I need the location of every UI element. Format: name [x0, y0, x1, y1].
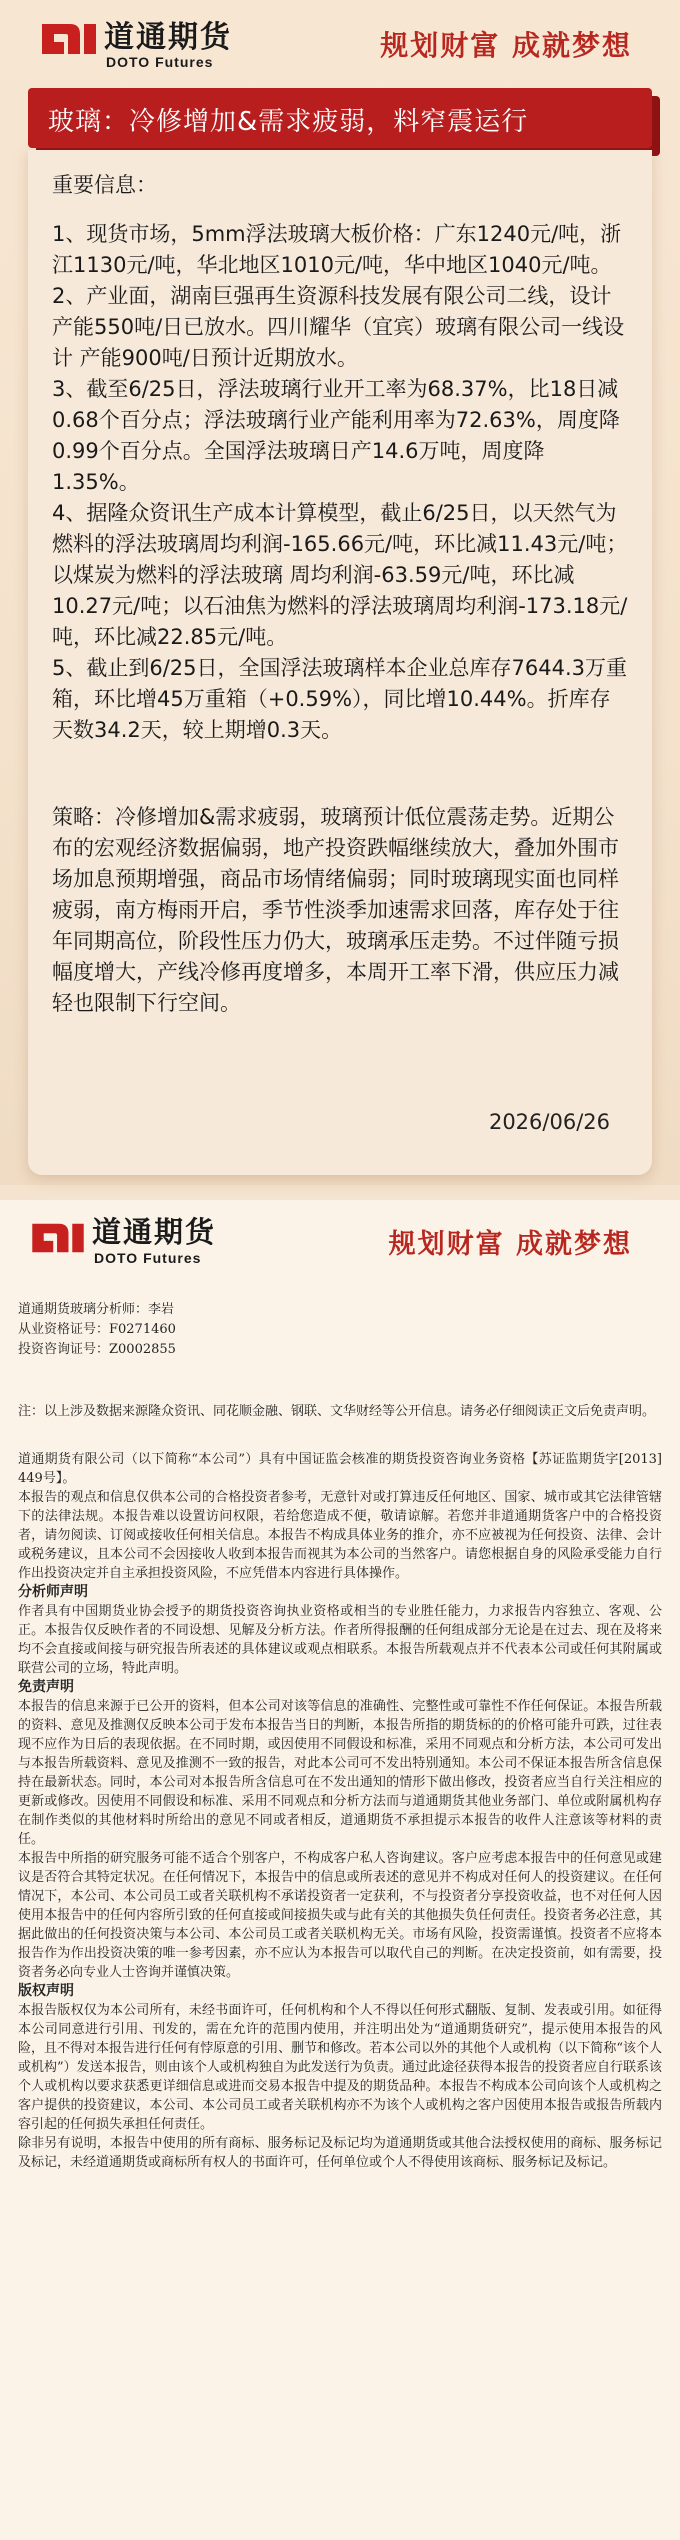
consult-number: 投资咨询证号：Z0002855 [18, 1342, 176, 1357]
copyright-title: 版权声明 [18, 1983, 74, 1999]
copyright-body: 本报告版权仅为本公司所有，未经书面许可，任何机构和个人不得以任何形式翻版、复制、发表或引用。如征得本公司同意进行引用、刊发的，需在允许的范围内使用，并注明出处为“道通期货研究”，提示使用本报告的风险，且不得对本报告进行任何有悖原意的引用、删节和修改。若本公司以外的其他个人或机构（以下简称“该个人或机构”）发送本报告，则由该个人或机构独自为此发送行为负责。通过此途径获得本报告的投资者应自行联系该个人或机构以要求获悉更详细信息或进而交易本报告中提及的期货品种。本报告不构成本公司向该个人或机构之客户提供的投资建议，本公司、本公司员工或者关联机构亦不为该个人或机构之客户因使用本报告或报告所载内容引起的任何损失承担任何责任。 除非另有说明，本报告中使用的所有商标、服务标记及标记均为道通期货或其他合法授权使用的商标、服务标记及标记，未经道通期货或商标所有权人的书面许可，任何单位或个人不得使用该商标、服务标记及标记。 [18, 2003, 662, 2170]
brand-name-en: DOTO Futures [106, 54, 214, 70]
qualification-number: 从业资格证号：F0271460 [18, 1322, 176, 1337]
report-page [0, 0, 680, 1185]
info-item: 5、截止到6/25日，全国浮法玻璃样本企业总库存7644.3万重箱，环比增45万重箱（+0.59%），同比增10.44%。折库存天数34.2天，较上期增0.3天。 [52, 656, 627, 742]
company-intro: 道通期货有限公司（以下简称“本公司”）具有中国证监会核准的期货投资咨询业务资格【苏证监期货字[2013] 449号】。 [18, 1452, 662, 1486]
brand-name-en: DOTO Futures [94, 1250, 202, 1266]
company-logo-icon [30, 1218, 86, 1258]
slogan: 规划财富 成就梦想 [380, 29, 632, 62]
slogan: 规划财富 成就梦想 [388, 1229, 632, 1260]
header [0, 1200, 680, 1280]
exemption-title: 免责声明 [18, 1679, 74, 1695]
brand-name: 道通期货 [104, 20, 232, 55]
section-title: 重要信息： [52, 173, 157, 197]
company-logo-icon [40, 18, 98, 60]
header [0, 0, 680, 84]
title-bar [28, 88, 652, 148]
report-title: 玻璃：冷修增加&需求疲弱，料窄震运行 [48, 107, 529, 137]
analyst-statement-body: 作者具有中国期货业协会授予的期货投资咨询执业资格或相当的专业胜任能力，力求报告内容独立、客观、公正。本报告仅反映作者的不同设想、见解及分析方法。作者所得报酬的任何组成部分无论是在过去、现在及将来均不会直接或间接与研究报告所表述的具体建议或观点相联系。本报告所载观点并不代表本公司或任何其附属或联营公司的立场，特此声明。 [18, 1604, 662, 1676]
info-item: 3、截至6/25日，浮法玻璃行业开工率为68.37%，比18日减0.68个百分点；浮法玻璃行业产能利用率为72.63%，周度降0.99个百分点。全国浮法玻璃日产14.6万吨，周度降1.35%。 [52, 377, 620, 494]
intro-body: 本报告的观点和信息仅供本公司的合格投资者参考，无意针对或打算违反任何地区、国家、城市或其它法律管辖下的法律法规。本报告难以设置访问权限，若给您造成不便，敬请谅解。若您并非道通期货客户中的合格投资者，请勿阅读、订阅或接收任何相关信息。本报告不构成具体业务的推介，亦不应被视为任何投资、法律、会计或税务建议，且本公司不会因接收人收到本报告而视其为本公司的当然客户。请您根据自身的风险承受能力自行作出投资决定并自主承担投资风险，不应凭借本内容进行具体操作。 [18, 1490, 662, 1581]
info-item: 1、现货市场，5mm浮法玻璃大板价格：广东1240元/吨，浙江1130元/吨，华北地区1010元/吨，华中地区1040元/吨。 [52, 222, 622, 277]
brand-name: 道通期货 [92, 1215, 217, 1249]
analyst-info [18, 1300, 662, 1360]
info-item: 2、产业面，湖南巨强再生资源科技发展有限公司二线，设计产能550吨/日已放水。四川耀华（宜宾）玻璃有限公司一线设计 产能900吨/日预计近期放水。 [52, 284, 625, 370]
data-source-note: 注：以上涉及数据来源隆众资讯、同花顺金融、钢联、文华财经等公开信息。请务必仔细阅读正文后免责声明。 [18, 1404, 656, 1419]
content-body [52, 170, 630, 1019]
analyst-statement-title: 分析师声明 [18, 1584, 88, 1600]
disclaimer-body [18, 1450, 662, 2172]
disclaimer-page [0, 1200, 680, 2540]
analyst-name: 道通期货玻璃分析师：李岩 [18, 1302, 175, 1317]
content-card [28, 150, 652, 1175]
strategy-text: 策略：冷修增加&需求疲弱，玻璃预计低位震荡走势。近期公布的宏观经济数据偏弱，地产投资跌幅继续放大，叠加外围市场加息预期增强，商品市场情绪偏弱；同时玻璃现实面也同样疲弱，南方梅雨开启，季节性淡季加速需求回落，库存处于往年同期高位，阶段性压力仍大，玻璃承压走势。不过伴随亏损幅度增大，产线冷修再度增多，本周开工率下滑，供应压力减轻也限制下行空间。 [52, 805, 619, 1015]
info-item: 4、据隆众资讯生产成本计算模型，截止6/25日，以天然气为燃料的浮法玻璃周均利润-165.66元/吨，环比减11.43元/吨；以煤炭为燃料的浮法玻璃 周均利润-63.59元/吨，环比减10.27元/吨；以石油焦为燃料的浮法玻璃周均利润-173.18元/吨，环比减22.85元/吨。 [52, 501, 628, 649]
exemption-body: 本报告的信息来源于已公开的资料，但本公司对该等信息的准确性、完整性或可靠性不作任何保证。本报告所载的资料、意见及推测仅反映本公司于发布本报告当日的判断，本报告所指的期货标的的价格可能升可跌，过往表现不应作为日后的表现依据。在不同时期，或因使用不同假设和标准，采用不同观点和分析方法，本公司可发出与本报告所载资料、意见及推测不一致的报告，对此本公司可不发出特别通知。本公司不保证本报告所含信息保持在最新状态。同时，本公司对本报告所含信息可在不发出通知的情形下做出修改，投资者应当自行关注相应的更新或修改。因使用不同假设和标准、采用不同观点和分析方法而与道通期货其他业务部门、单位或附属机构存在制作类似的其他材料时所给出的意见不同或者相反，道通期货不承担提示本报告的收件人注意该等材料的责任。 本报告中所指的研究服务可能不适合个别客户，不构成客户私人咨询建议。客户应考虑本报告中的任何意见或建议是否符合其特定状况。在任何情况下，本报告中的信息或所表述的意见并不构成对任何人的投资建议。在任何情况下，本公司、本公司员工或者关联机构不承诺投资者一定获利，不与投资者分享投资收益，也不对任何人因使用本报告中的任何内容所引致的任何直接或间接损失或与此有关的其他损失负任何责任。投资者务必注意，其据此做出的任何投资决策与本公司、本公司员工或者关联机构无关。市场有风险，投资需谨慎。投资者不应将本报告作为作出投资决策的唯一参考因素，亦不应认为本报告可以取代自己的判断。在决定投资前，如有需要，投资者务必向专业人士咨询并谨慎决策。 [18, 1699, 662, 1980]
report-date: 2026/06/26 [488, 1110, 610, 1134]
